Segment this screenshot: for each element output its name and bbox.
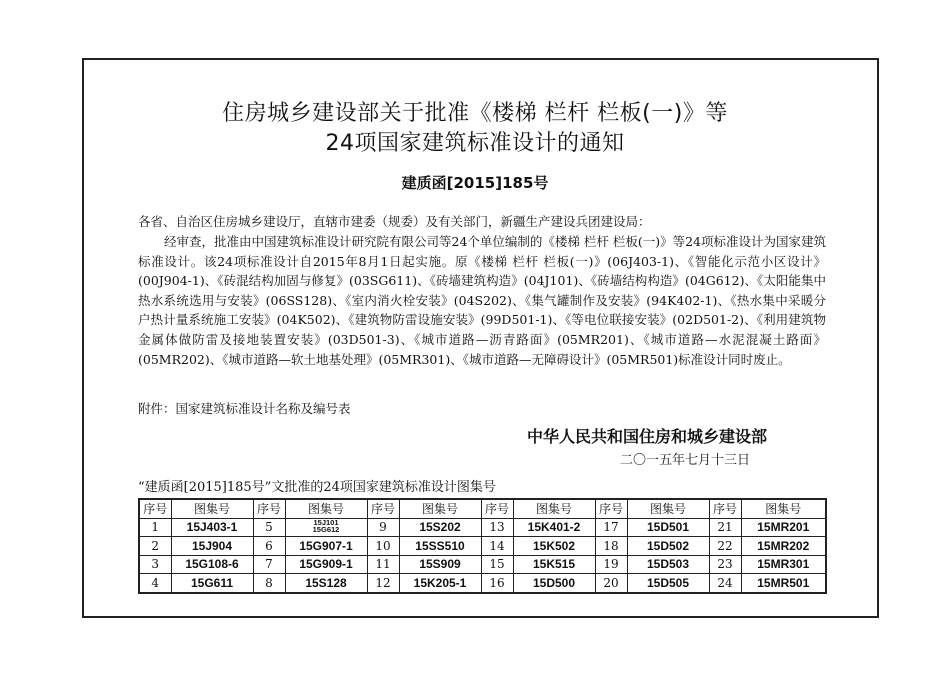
- header-seq: 序号: [253, 499, 285, 518]
- attachment-line: 附件：国家建筑标准设计名称及编号表: [138, 401, 351, 416]
- seq-cell: 18: [595, 537, 627, 556]
- stacked-code: 15J101 15G612: [312, 518, 340, 535]
- issuer-name: 中华人民共和国住房和城乡建设部: [527, 427, 768, 446]
- header-seq: 序号: [595, 499, 627, 518]
- seq-cell: 16: [481, 574, 513, 593]
- seq-cell: 21: [709, 518, 741, 537]
- seq-cell: 2: [139, 537, 171, 556]
- seq-cell: 11: [367, 555, 399, 574]
- code-cell: 15D503: [627, 555, 709, 574]
- seq-cell: 10: [367, 537, 399, 556]
- code-cell: 15G907-1: [285, 537, 367, 556]
- seq-cell: 9: [367, 518, 399, 537]
- header-seq: 序号: [709, 499, 741, 518]
- code-cell: 15D501: [627, 518, 709, 537]
- code-cell: 15K502: [513, 537, 595, 556]
- header-seq: 序号: [481, 499, 513, 518]
- table-header-row: [139, 499, 826, 518]
- code-cell: 15J403-1: [171, 518, 253, 537]
- code-cell: 15MR201: [741, 518, 826, 537]
- notice-title-line2: 24项国家建筑标准设计的通知: [325, 131, 625, 156]
- header-code: 图集号: [171, 499, 253, 518]
- header-code: 图集号: [627, 499, 709, 518]
- code-cell: 15K205-1: [399, 574, 481, 593]
- code-cell: 15D502: [627, 537, 709, 556]
- header-code: 图集号: [285, 499, 367, 518]
- code-cell: 15S909: [399, 555, 481, 574]
- header-code: 图集号: [513, 499, 595, 518]
- code-cell: 15SS510: [399, 537, 481, 556]
- seq-cell: 23: [709, 555, 741, 574]
- code-cell: 15D505: [627, 574, 709, 593]
- seq-cell: 3: [139, 555, 171, 574]
- table-row: [139, 537, 826, 556]
- seq-cell: 20: [595, 574, 627, 593]
- code-cell: 15G909-1: [285, 555, 367, 574]
- code-cell: 15G611: [171, 574, 253, 593]
- code-cell: 15D500: [513, 574, 595, 593]
- header-seq: 序号: [367, 499, 399, 518]
- code-cell: 15S202: [399, 518, 481, 537]
- seq-cell: 6: [253, 537, 285, 556]
- issue-date: 二〇一五年七月十三日: [620, 453, 751, 468]
- seq-cell: 22: [709, 537, 741, 556]
- seq-cell: 13: [481, 518, 513, 537]
- code-cell: 15J904: [171, 537, 253, 556]
- seq-cell: 14: [481, 537, 513, 556]
- header-code: 图集号: [741, 499, 826, 518]
- code-cell: 15K515: [513, 555, 595, 574]
- code-cell: 15S128: [285, 574, 367, 593]
- table-row: [139, 518, 826, 537]
- header-seq: 序号: [139, 499, 171, 518]
- header-code: 图集号: [399, 499, 481, 518]
- code-cell: 15MR301: [741, 555, 826, 574]
- code-cell: [285, 518, 367, 537]
- seq-cell: 15: [481, 555, 513, 574]
- notice-title-line1: 住房城乡建设部关于批准《楼梯 栏杆 栏板(一)》等: [222, 101, 728, 126]
- atlas-number-table: [138, 498, 827, 594]
- seq-cell: 17: [595, 518, 627, 537]
- notice-body-paragraph: 经审查，批准由中国建筑标准设计研究院有限公司等24个单位编制的《楼梯 栏杆 栏板(一)》等24项标准设计为国家建筑标准设计。该24项标准设计自2015年8月1日起实施。原《楼梯 栏杆 栏板(一)》(06J403-1)、《智能化示范小区设计》(00J904-1)、《砖混结构加固与修复》(03SG611)、《砖墙建筑构造》(04J101)、《砖墙结构构造》(04G612)、《太阳能集中热水系统选用与安装》(06SS128)、《室内消火栓安装》(04S202)、《集气罐制作及安装》(94K402-1)、《热水集中采暖分户热计量系统施工安装》(04K502)、《建筑物防雷设施安装》(99D501-1)、《等电位联接安装》(02D501-2)、《利用建筑物金属体做防雷及接地装置安装》(03D501-3)、《城市道路—沥青路面》(05MR201)、《城市道路—水泥混凝土路面》(05MR202)、《城市道路—软土地基处理》(05MR301)、《城市道路—无障碍设计》(05MR501)标准设计同时废止。: [138, 234, 827, 367]
- document-number: 建质函[2015]185号: [401, 174, 549, 192]
- seq-cell: 1: [139, 518, 171, 537]
- seq-cell: 19: [595, 555, 627, 574]
- table-row: [139, 574, 826, 593]
- seq-cell: 8: [253, 574, 285, 593]
- table-row: [139, 555, 826, 574]
- code-cell: 15K401-2: [513, 518, 595, 537]
- table-caption: “建质函[2015]185号”文批准的24项国家建筑标准设计图集号: [138, 480, 496, 495]
- seq-cell: 24: [709, 574, 741, 593]
- seq-cell: 4: [139, 574, 171, 593]
- code-cell: 15MR501: [741, 574, 826, 593]
- seq-cell: 7: [253, 555, 285, 574]
- code-cell: 15MR202: [741, 537, 826, 556]
- addressees: 各省、自治区住房城乡建设厅，直辖市建委（规委）及有关部门，新疆生产建设兵团建设局：: [138, 214, 651, 229]
- code-cell: 15G108-6: [171, 555, 253, 574]
- seq-cell: 5: [253, 518, 285, 537]
- seq-cell: 12: [367, 574, 399, 593]
